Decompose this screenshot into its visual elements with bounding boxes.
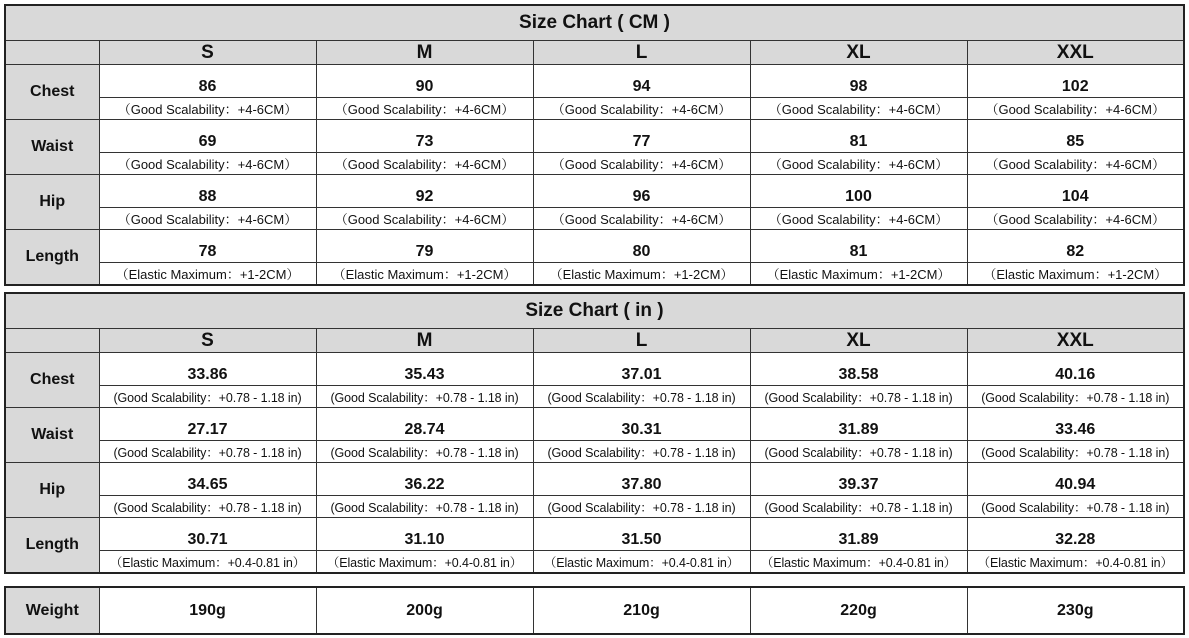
table-row <box>5 230 1184 263</box>
tolerance-note: （Good Scalability：+4-6CM） <box>967 153 1184 175</box>
tolerance-note: （Good Scalability：+4-6CM） <box>316 208 533 230</box>
table-row <box>5 463 1184 496</box>
measurement-value: 34.65 <box>99 463 316 496</box>
measurement-value: 80 <box>533 230 750 263</box>
row-label-chest: Chest <box>5 353 99 408</box>
tolerance-note: （Good Scalability：+4-6CM） <box>316 153 533 175</box>
measurement-value: 36.22 <box>316 463 533 496</box>
tolerance-note: （Good Scalability：+4-6CM） <box>967 98 1184 120</box>
tolerance-note: （Good Scalability：+4-6CM） <box>533 98 750 120</box>
tolerance-note: (Good Scalability：+0.78 - 1.18 in) <box>316 496 533 518</box>
tolerance-note: (Good Scalability：+0.78 - 1.18 in) <box>533 386 750 408</box>
table-row <box>5 551 1184 574</box>
tolerance-note: （Elastic Maximum：+1-2CM） <box>967 263 1184 286</box>
table-row <box>5 441 1184 463</box>
measurement-value: 31.10 <box>316 518 533 551</box>
tolerance-note: （Elastic Maximum：+0.4-0.81 in） <box>967 551 1184 574</box>
measurement-value: 30.31 <box>533 408 750 441</box>
measurement-value: 96 <box>533 175 750 208</box>
tolerance-note: （Elastic Maximum：+0.4-0.81 in） <box>750 551 967 574</box>
measurement-value: 92 <box>316 175 533 208</box>
table-row <box>5 386 1184 408</box>
table-row <box>5 65 1184 98</box>
tolerance-note: （Good Scalability：+4-6CM） <box>750 153 967 175</box>
measurement-value: 35.43 <box>316 353 533 386</box>
table-row <box>5 408 1184 441</box>
row-label-length: Length <box>5 518 99 574</box>
measurement-value: 38.58 <box>750 353 967 386</box>
size-header-m: M <box>316 41 533 65</box>
tolerance-note: （Good Scalability：+4-6CM） <box>99 208 316 230</box>
measurement-value: 90 <box>316 65 533 98</box>
size-header-xl: XL <box>750 41 967 65</box>
weight-value: 190g <box>99 587 316 634</box>
weight-table <box>4 586 1185 635</box>
size-chart-cm <box>4 4 1185 286</box>
tolerance-note: （Elastic Maximum：+1-2CM） <box>533 263 750 286</box>
measurement-value: 77 <box>533 120 750 153</box>
measurement-value: 81 <box>750 230 967 263</box>
size-header-s: S <box>99 41 316 65</box>
tolerance-note: （Elastic Maximum：+0.4-0.81 in） <box>533 551 750 574</box>
table-row <box>5 98 1184 120</box>
tolerance-note: （Elastic Maximum：+0.4-0.81 in） <box>316 551 533 574</box>
measurement-value: 86 <box>99 65 316 98</box>
tolerance-note: （Good Scalability：+4-6CM） <box>750 98 967 120</box>
table-row <box>5 208 1184 230</box>
size-header-row <box>5 329 1184 353</box>
table-row <box>5 587 1184 634</box>
size-header-m: M <box>316 329 533 353</box>
tolerance-note: （Good Scalability：+4-6CM） <box>99 153 316 175</box>
row-label-chest: Chest <box>5 65 99 120</box>
table-row <box>5 120 1184 153</box>
measurement-value: 37.80 <box>533 463 750 496</box>
tolerance-note: （Good Scalability：+4-6CM） <box>967 208 1184 230</box>
measurement-value: 31.50 <box>533 518 750 551</box>
measurement-value: 104 <box>967 175 1184 208</box>
tolerance-note: (Good Scalability：+0.78 - 1.18 in) <box>99 441 316 463</box>
measurement-value: 31.89 <box>750 408 967 441</box>
row-label-hip: Hip <box>5 175 99 230</box>
measurement-value: 78 <box>99 230 316 263</box>
size-header-xl: XL <box>750 329 967 353</box>
weight-value: 210g <box>533 587 750 634</box>
measurement-value: 40.94 <box>967 463 1184 496</box>
measurement-value: 88 <box>99 175 316 208</box>
measurement-value: 98 <box>750 65 967 98</box>
tolerance-note: （Good Scalability：+4-6CM） <box>533 208 750 230</box>
measurement-value: 85 <box>967 120 1184 153</box>
size-header-row <box>5 41 1184 65</box>
size-header-l: L <box>533 41 750 65</box>
measurement-value: 28.74 <box>316 408 533 441</box>
table-row <box>5 263 1184 286</box>
tolerance-note: (Good Scalability：+0.78 - 1.18 in) <box>99 386 316 408</box>
size-header-xxl: XXL <box>967 329 1184 353</box>
table-row <box>5 496 1184 518</box>
tolerance-note: (Good Scalability：+0.78 - 1.18 in) <box>750 386 967 408</box>
tolerance-note: （Good Scalability：+4-6CM） <box>316 98 533 120</box>
tolerance-note: (Good Scalability：+0.78 - 1.18 in) <box>533 441 750 463</box>
tolerance-note: (Good Scalability：+0.78 - 1.18 in) <box>750 496 967 518</box>
tolerance-note: (Good Scalability：+0.78 - 1.18 in) <box>316 386 533 408</box>
measurement-value: 33.46 <box>967 408 1184 441</box>
tolerance-note: （Elastic Maximum：+0.4-0.81 in） <box>99 551 316 574</box>
measurement-value: 82 <box>967 230 1184 263</box>
tolerance-note: (Good Scalability：+0.78 - 1.18 in) <box>967 386 1184 408</box>
tolerance-note: （Elastic Maximum：+1-2CM） <box>99 263 316 286</box>
tolerance-note: （Good Scalability：+4-6CM） <box>533 153 750 175</box>
tolerance-note: (Good Scalability：+0.78 - 1.18 in) <box>967 496 1184 518</box>
measurement-value: 79 <box>316 230 533 263</box>
size-header-s: S <box>99 329 316 353</box>
tolerance-note: （Elastic Maximum：+1-2CM） <box>750 263 967 286</box>
measurement-value: 94 <box>533 65 750 98</box>
row-label-waist: Waist <box>5 408 99 463</box>
table-row <box>5 175 1184 208</box>
measurement-value: 27.17 <box>99 408 316 441</box>
header-corner <box>5 41 99 65</box>
size-header-l: L <box>533 329 750 353</box>
row-label-weight: Weight <box>5 587 99 634</box>
size-header-xxl: XXL <box>967 41 1184 65</box>
weight-value: 230g <box>967 587 1184 634</box>
weight-value: 220g <box>750 587 967 634</box>
measurement-value: 32.28 <box>967 518 1184 551</box>
measurement-value: 81 <box>750 120 967 153</box>
header-corner <box>5 329 99 353</box>
row-label-hip: Hip <box>5 463 99 518</box>
weight-value: 200g <box>316 587 533 634</box>
size-chart-in <box>4 292 1185 574</box>
measurement-value: 102 <box>967 65 1184 98</box>
tolerance-note: （Elastic Maximum：+1-2CM） <box>316 263 533 286</box>
table-row <box>5 153 1184 175</box>
measurement-value: 100 <box>750 175 967 208</box>
tolerance-note: (Good Scalability：+0.78 - 1.18 in) <box>99 496 316 518</box>
measurement-value: 69 <box>99 120 316 153</box>
tolerance-note: (Good Scalability：+0.78 - 1.18 in) <box>316 441 533 463</box>
measurement-value: 30.71 <box>99 518 316 551</box>
measurement-value: 73 <box>316 120 533 153</box>
chart-title-cm: Size Chart ( CM ) <box>5 5 1184 41</box>
chart-title-in: Size Chart ( in ) <box>5 293 1184 329</box>
tolerance-note: （Good Scalability：+4-6CM） <box>750 208 967 230</box>
row-label-length: Length <box>5 230 99 286</box>
table-row <box>5 518 1184 551</box>
tolerance-note: (Good Scalability：+0.78 - 1.18 in) <box>533 496 750 518</box>
measurement-value: 31.89 <box>750 518 967 551</box>
measurement-value: 40.16 <box>967 353 1184 386</box>
measurement-value: 33.86 <box>99 353 316 386</box>
row-label-waist: Waist <box>5 120 99 175</box>
table-row <box>5 353 1184 386</box>
tolerance-note: (Good Scalability：+0.78 - 1.18 in) <box>750 441 967 463</box>
tolerance-note: (Good Scalability：+0.78 - 1.18 in) <box>967 441 1184 463</box>
tolerance-note: （Good Scalability：+4-6CM） <box>99 98 316 120</box>
measurement-value: 37.01 <box>533 353 750 386</box>
measurement-value: 39.37 <box>750 463 967 496</box>
